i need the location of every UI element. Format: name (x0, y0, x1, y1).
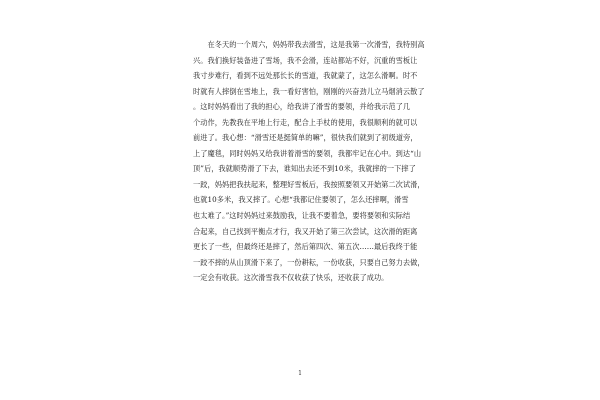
paragraph-line: 兴。我们换好装备进了雪场，我不会滑，连站都站不好，沉重的雪板让 (193, 55, 418, 65)
page-number: 1 (298, 370, 302, 377)
paragraph-line: 一跤，妈妈把我扶起来，整理好雪板后，我按照要领又开始第二次试滑， (193, 179, 425, 189)
paragraph-line: 一跤不摔的从山顶滑下来了，一份耕耘，一份收获，只要自己努力去做， (193, 257, 425, 267)
essay-body (193, 37, 425, 286)
paragraph-line: 前进了。我心想：“滑雪还是挺简单的嘛”，很快我们就到了初级道旁， (193, 133, 418, 143)
paragraph-line: 我寸步难行，看到不远处那长长的雪道，我就蒙了，这怎么滑啊。时不 (193, 71, 418, 81)
paragraph-line: 。这时妈妈看出了我的担心，给我讲了滑雪的要领，并给我示范了几 (193, 102, 411, 112)
paragraph-line: 也太难了。”这时妈妈过来鼓励我，让我不要着急，要将要领和实际结 (193, 211, 411, 221)
paragraph-line: 在冬天的一个周六，妈妈带我去滑雪，这是我第一次滑雪，我特别高 (193, 40, 425, 49)
paragraph-line: 也就10多米，我又摔了。心想“我都记住要领了，怎么还摔啊，滑雪 (193, 195, 409, 205)
paragraph-line: 上了魔毯，同时妈妈又给我讲着滑雪的要领，我都牢记在心中。到达“山 (193, 148, 422, 158)
paragraph-line: 合起来，自己找到平衡点才行，我又开始了第三次尝试，这次滑的距离 (193, 226, 418, 236)
paragraph-line: 一定会有收获。这次滑雪我不仅收获了快乐，还收获了成功。 (193, 273, 389, 283)
paragraph-line: 更长了一些，但最终还是摔了，然后第四次、第五次……最后我终于能 (193, 242, 418, 252)
paragraph-line: 个动作，先教我在平地上行走，配合上手杖的使用，我很顺利的就可以 (193, 117, 418, 127)
paragraph-line: 顶”后，我就顺势滑了下去，谁知出去还不到10米，我就摔的一下摔了 (193, 164, 416, 174)
paragraph-line: 时就有人摔倒在雪地上，我一看好害怕，刚刚的兴奋劲儿立马烟消云散了 (193, 86, 425, 96)
